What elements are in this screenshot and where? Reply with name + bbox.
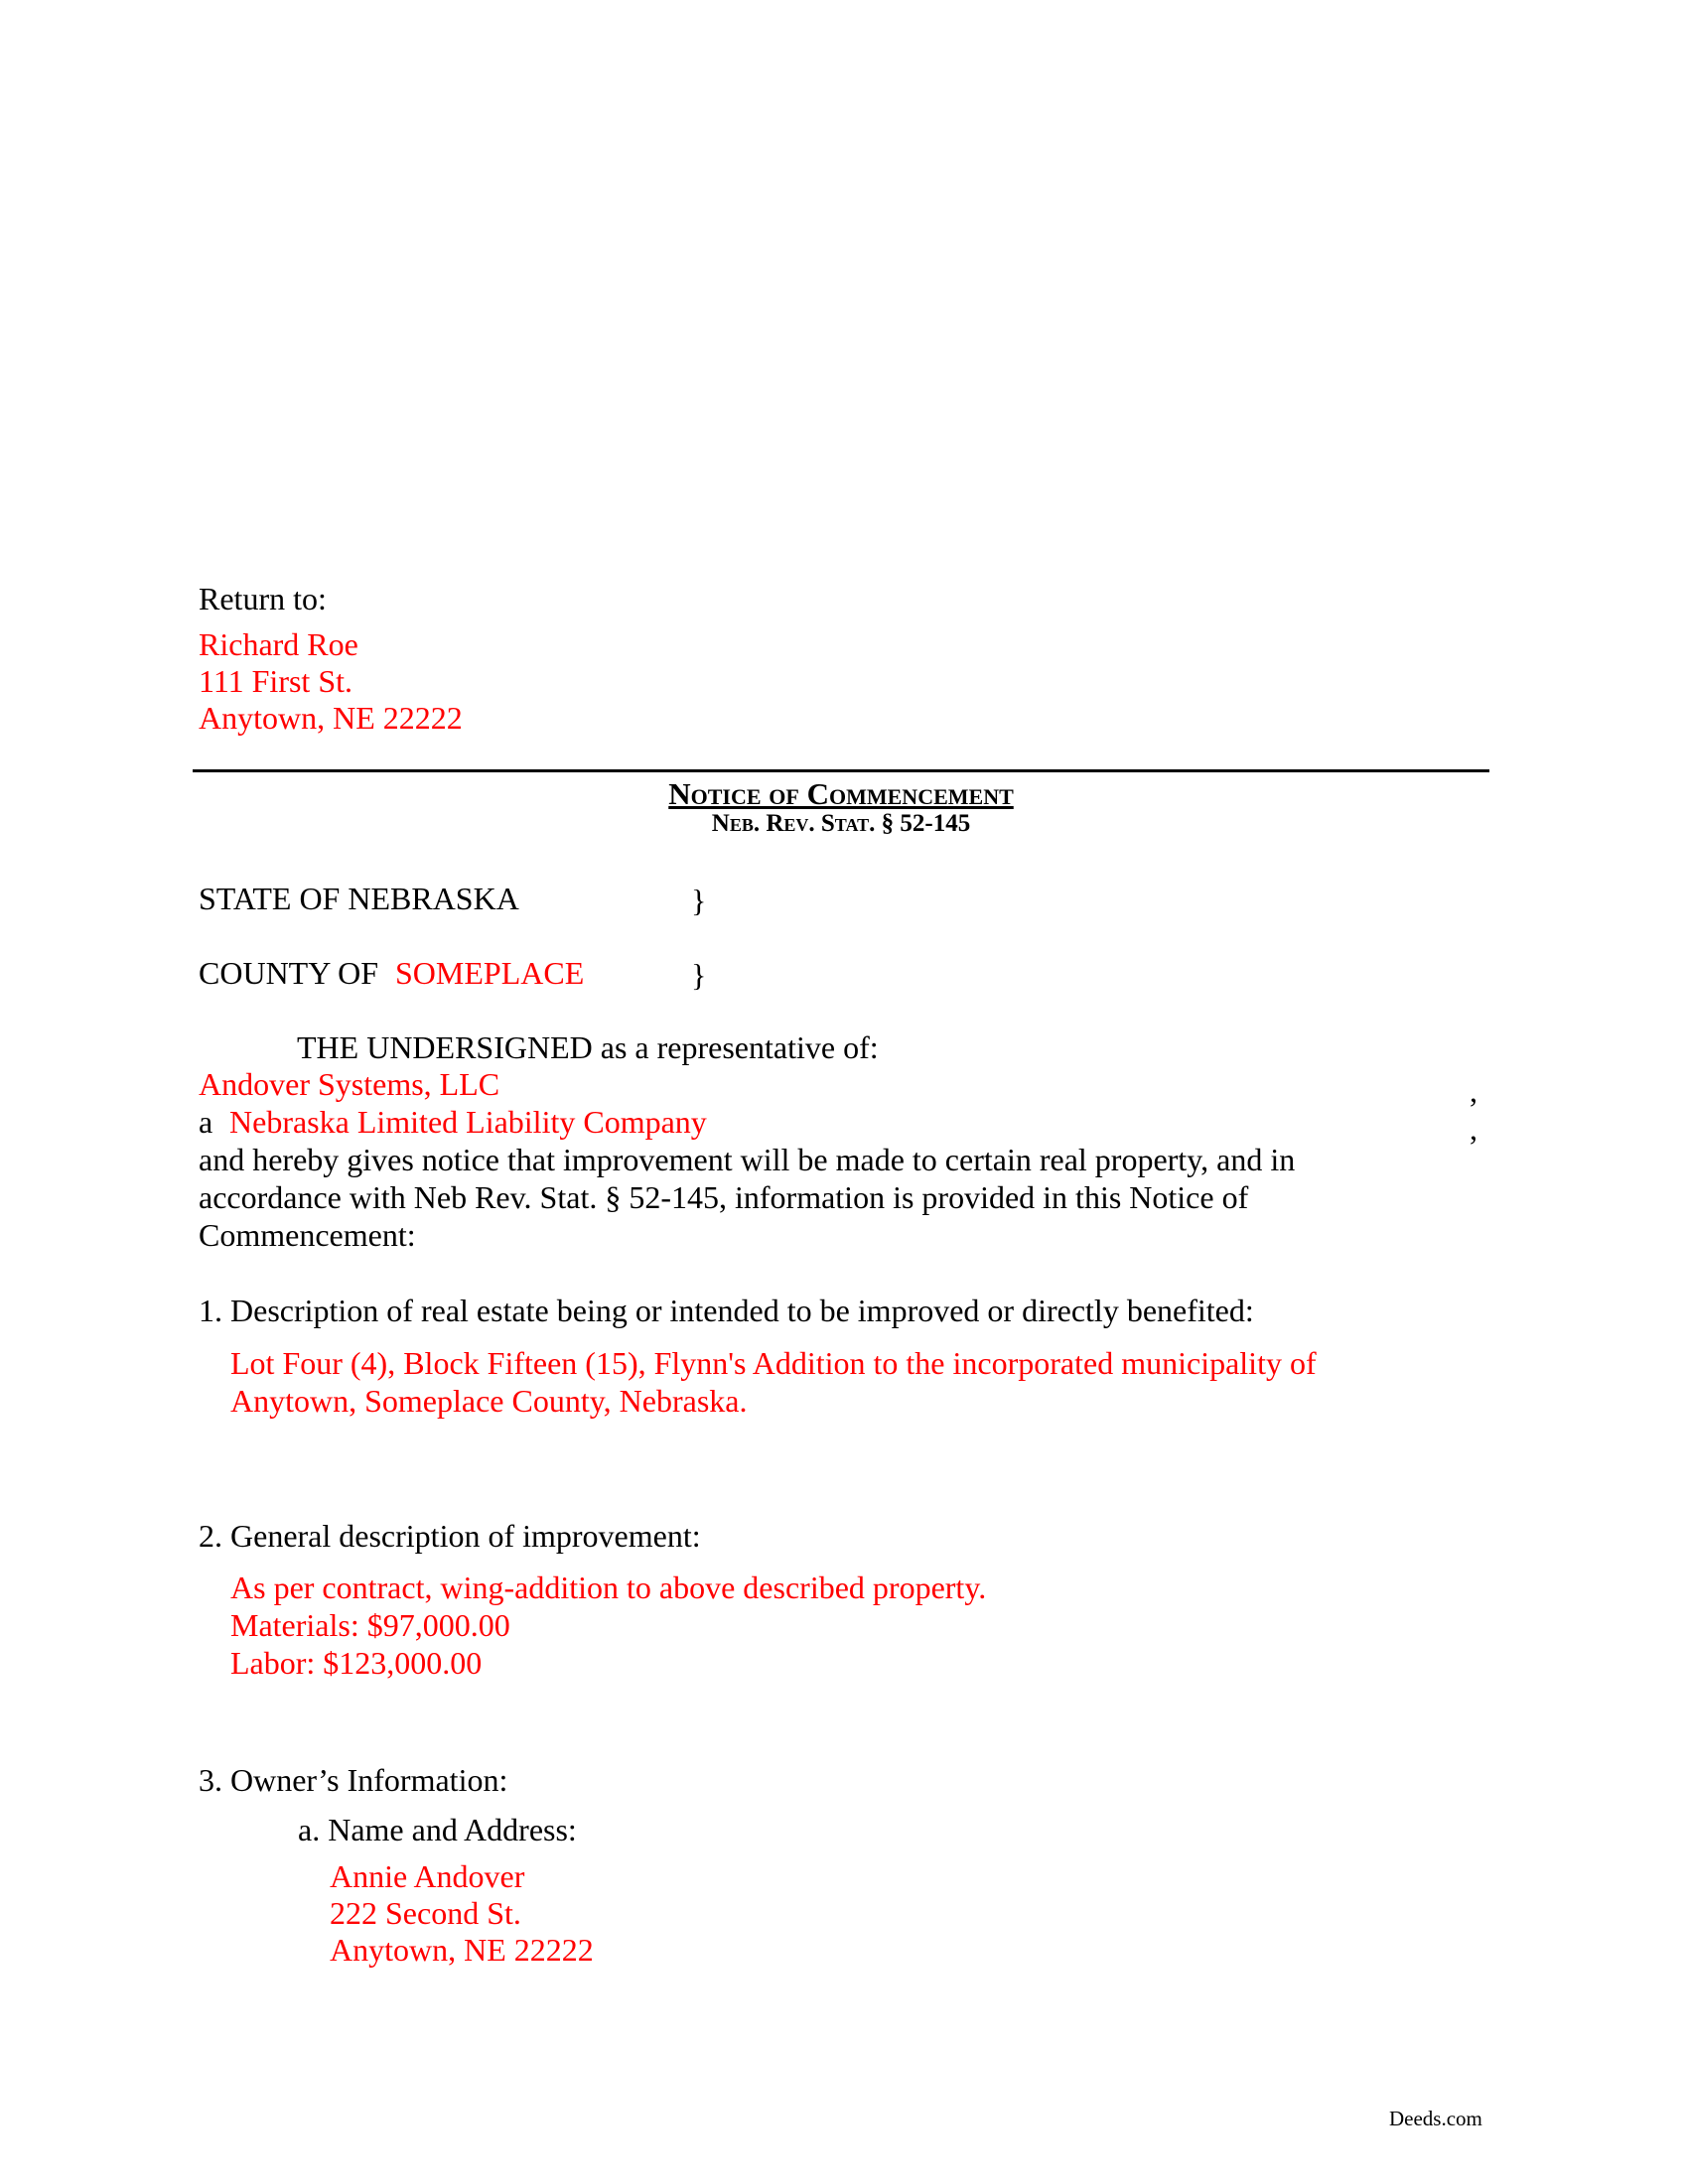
labor-cost: Labor: $123,000.00	[230, 1645, 483, 1681]
state-label: STATE OF NEBRASKA	[199, 881, 519, 916]
footer-brand: Deeds.com	[1389, 2107, 1482, 2130]
document-title: Notice of Commencement	[668, 776, 1014, 811]
entity-name: Andover Systems, LLC	[199, 1066, 500, 1102]
entity-type: Nebraska Limited Liability Company	[229, 1104, 707, 1140]
legal-description-line1: Lot Four (4), Block Fifteen (15), Flynn's Addition to the incorporated municipality of	[230, 1345, 1317, 1381]
section2-heading: 2. General description of improvement:	[199, 1518, 701, 1554]
intro-line3: Commencement:	[199, 1217, 416, 1253]
header-divider	[193, 769, 1489, 772]
return-to-name: Richard Roe	[199, 626, 358, 662]
materials-cost: Materials: $97,000.00	[230, 1607, 510, 1643]
section1-heading: 1. Description of real estate being or intended to be improved or directly benefited:	[199, 1293, 1254, 1328]
entity-article: a	[199, 1104, 213, 1140]
owner-address-line2: Anytown, NE 22222	[330, 1932, 594, 1968]
section3-heading: 3. Owner’s Information:	[199, 1762, 508, 1798]
county-label: COUNTY OF	[199, 955, 379, 991]
statute-reference: Neb. Rev. Stat. § 52-145	[711, 810, 971, 837]
improvement-description: As per contract, wing-addition to above described property.	[230, 1570, 987, 1605]
intro-line1: and hereby gives notice that improvement will be made to certain real property, and in	[199, 1142, 1296, 1177]
legal-description-line2: Anytown, Someplace County, Nebraska.	[230, 1383, 748, 1419]
return-to-address-line1: 111 First St.	[199, 663, 352, 699]
owner-name: Annie Andover	[330, 1858, 525, 1894]
state-brace: }	[691, 883, 707, 918]
owner-subheading: a. Name and Address:	[298, 1812, 577, 1847]
return-to-address-line2: Anytown, NE 22222	[199, 700, 463, 736]
entity-type-comma: ,	[1470, 1111, 1477, 1147]
county-brace: }	[691, 957, 707, 993]
entity-name-comma: ,	[1470, 1073, 1477, 1109]
intro-line2: accordance with Neb Rev. Stat. § 52-145, information is provided in this Notice of	[199, 1179, 1249, 1215]
county-value: SOMEPLACE	[395, 955, 585, 991]
return-to-label: Return to:	[199, 581, 327, 616]
intro-lead: THE UNDERSIGNED as a representative of:	[297, 1029, 879, 1065]
owner-address-line1: 222 Second St.	[330, 1895, 521, 1931]
